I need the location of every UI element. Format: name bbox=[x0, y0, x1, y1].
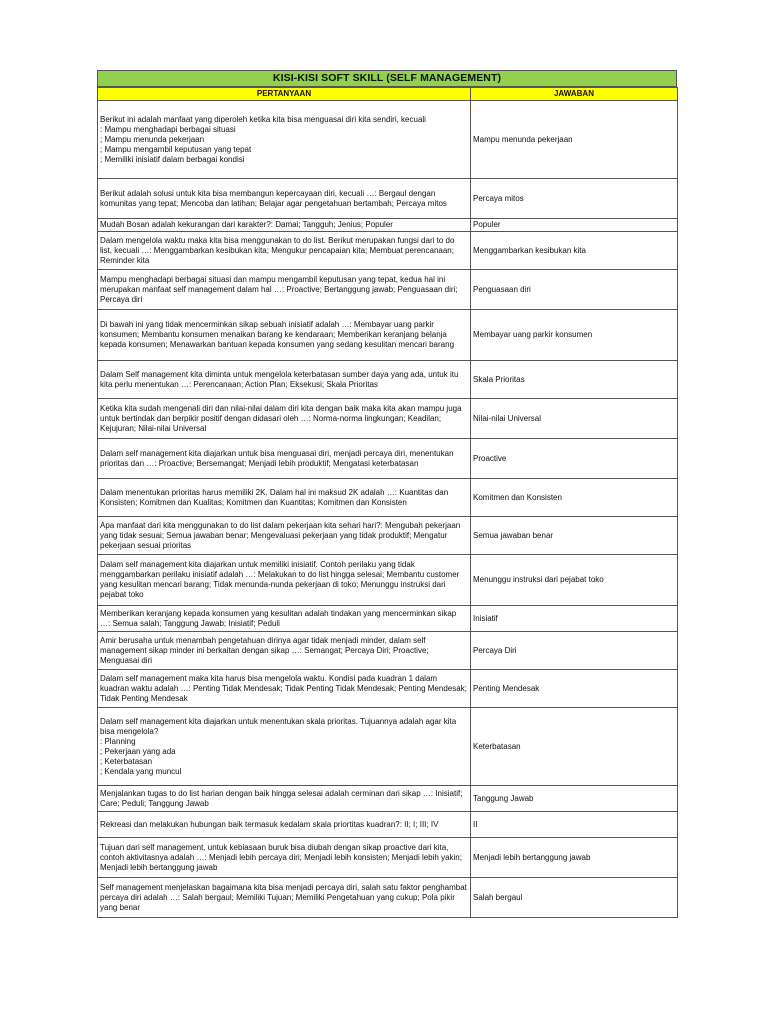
table-row bbox=[98, 878, 678, 918]
table-row bbox=[98, 101, 678, 179]
table-row bbox=[98, 439, 678, 479]
answer-cell: Tanggung Jawab bbox=[471, 786, 678, 812]
answer-cell: Populer bbox=[471, 219, 678, 232]
answer-cell: Komitmen dan Konsisten bbox=[471, 479, 678, 517]
question-cell: Berikut adalah solusi untuk kita bisa membangun kepercayaan diri, kecuali …: Bergaul dengan komunitas yang tepat; Mencoba dan latihan; Belajar agar pengetahuan bertambah; Percaya mitos bbox=[98, 179, 471, 219]
question-cell: Ketika kita sudah mengenali diri dan nilai-nilai dalam diri kita dengan baik maka kita akan mampu juga untuk bertindak dan berpikir positif dengan didasari oleh …: Norma-norma lingkungan; Keadilan; Kejujuran; Nilai-nilai Universal bbox=[98, 399, 471, 439]
question-cell: Self management menjelaskan bagaimana kita bisa menjadi percaya diri, salah satu faktor penghambat percaya diri adalah …: Salah bergaul; Memiliki Tujuan; Memiliki Pengetahuan yang cukup; Pola pikir yang benar bbox=[98, 878, 471, 918]
table-row bbox=[98, 399, 678, 439]
question-cell: Dalam Self management kita diminta untuk mengelola keterbatasan sumber daya yang ada, untuk itu kita perlu menentukan …: Perencanaan; Action Plan; Eksekusi; Skala Prioritas bbox=[98, 361, 471, 399]
question-cell: Mudah Bosan adalah kekurangan dari karakter?: Damai; Tangguh; Jenius; Populer bbox=[98, 219, 471, 232]
question-cell: Tujuan dari self management, untuk kebiasaan buruk bisa diubah dengan sikap proactive dari kita, contoh aktivitasnya adalah …: Menjadi lebih percaya diri; Menjadi lebih konsisten; Menjadi lebih yakin; Menjadi lebih bertanggung jawab bbox=[98, 838, 471, 878]
table-row bbox=[98, 270, 678, 310]
question-cell: Apa manfaat dari kita menggunakan to do list dalam pekerjaan kita sehari hari?: Mengubah pekerjaan yang tidak sesuai; Semua jawaban benar; Mengevaluasi pekerjaan yang tidak produktif; Mengatur pekerjaan sesuai prioritas bbox=[98, 517, 471, 555]
question-table bbox=[97, 87, 678, 918]
answer-cell: Percaya mitos bbox=[471, 179, 678, 219]
header-answer: JAWABAN bbox=[471, 88, 678, 101]
header-row bbox=[98, 88, 678, 101]
question-cell: Dalam menentukan prioritas harus memiliki 2K. Dalam hal ini maksud 2K adalah …: Kuantitas dan Konsisten; Komitmen dan Kualitas; Komitmen dan Kuantitas; Komitmen dan Konsisten bbox=[98, 479, 471, 517]
table-row bbox=[98, 708, 678, 786]
answer-cell: Menunggu instruksi dari pejabat toko bbox=[471, 555, 678, 606]
table-row bbox=[98, 517, 678, 555]
answer-cell: Proactive bbox=[471, 439, 678, 479]
answer-cell: Nilai-nilai Universal bbox=[471, 399, 678, 439]
answer-cell: Penting Mendesak bbox=[471, 670, 678, 708]
answer-cell: Skala Prioritas bbox=[471, 361, 678, 399]
answer-cell: Percaya Diri bbox=[471, 632, 678, 670]
question-cell: Dalam self management maka kita harus bisa mengelola waktu. Kondisi pada kuadran 1 dalam kuadran waktu adalah …: Penting Tidak Mendesak; Tidak Penting Tidak Mendesak; Penting Mendesak; Tidak Penting Mendesak bbox=[98, 670, 471, 708]
answer-cell: II bbox=[471, 812, 678, 838]
table-row bbox=[98, 670, 678, 708]
question-cell: Memberikan keranjang kepada konsumen yang kesulitan adalah tindakan yang mencerminkan sikap …: Semua salah; Tanggung Jawab; Inisiatif; Peduli bbox=[98, 606, 471, 632]
table-row bbox=[98, 838, 678, 878]
table-row bbox=[98, 310, 678, 361]
question-cell: Menjalankan tugas to do list harian dengan baik hingga selesai adalah cerminan dari sikap …: Inisiatif; Care; Peduli; Tanggung Jawab bbox=[98, 786, 471, 812]
table-row bbox=[98, 786, 678, 812]
table-row bbox=[98, 632, 678, 670]
table-row bbox=[98, 179, 678, 219]
table-row bbox=[98, 606, 678, 632]
question-cell: Rekreasi dan melakukan hubungan baik termasuk kedalam skala priortitas kuadran?: II; I; III; IV bbox=[98, 812, 471, 838]
question-cell: Dalam self management kita diajarkan untuk memiliki inisiatif. Contoh perilaku yang tidak menggambarkan perilaku inisiatif adalah …: Melakukan to do list hingga selesai; Membantu customer yang kesulitan mencari barang; Tidak menunda-nunda pekerjaan di toko; Menunggu instruksi dari pejabat toko bbox=[98, 555, 471, 606]
table-body bbox=[98, 101, 678, 918]
table-row bbox=[98, 812, 678, 838]
answer-cell: Penguasaan diri bbox=[471, 270, 678, 310]
answer-cell: Semua jawaban benar bbox=[471, 517, 678, 555]
answer-cell: Inisiatif bbox=[471, 606, 678, 632]
header-question: PERTANYAAN bbox=[98, 88, 471, 101]
table-row bbox=[98, 232, 678, 270]
table-row bbox=[98, 555, 678, 606]
question-cell: Mampu menghadapi berbagai situasi dan mampu mengambil keputusan yang tepat, kedua hal ini merupakan manfaat self management dalam hal …: Proactive; Bertanggung jawab; Penguasaan diri; Percaya diri bbox=[98, 270, 471, 310]
answer-cell: Menjadi lebih bertanggung jawab bbox=[471, 838, 678, 878]
answer-cell: Menggambarkan kesibukan kita bbox=[471, 232, 678, 270]
question-cell: Dalam mengelola waktu maka kita bisa menggunakan to do list. Berikut merupakan fungsi dari to do list, kecuali …: Menggambarkan kesibukan kita; Mengukur pencapaian kita; Membuat perencanaan; Reminder kita bbox=[98, 232, 471, 270]
sheet-title: KISI-KISI SOFT SKILL (SELF MANAGEMENT) bbox=[97, 70, 677, 87]
answer-cell: Mampu menunda pekerjaan bbox=[471, 101, 678, 179]
table-row bbox=[98, 361, 678, 399]
question-cell: Amir berusaha untuk menambah pengetahuan dirinya agar tidak menjadi minder, dalam self management sikap minder ini berkaitan dengan sikap …: Semangat; Percaya Diri; Proactive; Menguasai diri bbox=[98, 632, 471, 670]
answer-cell: Keterbatasan bbox=[471, 708, 678, 786]
question-cell: Berikut ini adalah manfaat yang diperoleh ketika kita bisa menguasai diri kita sendiri, kecuali : Mampu menghadapi berbagai situasi ; Mampu menunda pekerjaan ; Mampu mengambil keputusan yang tepat ; Memiliki inisiatif dalam berbagai kondisi bbox=[98, 101, 471, 179]
table-row bbox=[98, 219, 678, 232]
question-cell: Dalam self management kita diajarkan untuk bisa menguasai diri, menjadi percaya diri, menentukan prioritas dan …: Proactive; Bersemangat; Menjadi lebih produktif; Mengatasi keterbatasan bbox=[98, 439, 471, 479]
answer-cell: Membayar uang parkir konsumen bbox=[471, 310, 678, 361]
question-cell: Di bawah ini yang tidak mencerminkan sikap sebuah inisiatif adalah …: Membayar uang parkir konsumen; Membantu konsumen menaikan barang ke kendaraan; Memberikan keranjang belanja kepada konsumen; Menawarkan bantuan kepada konsumen yang sedang kesulitan mencari barang bbox=[98, 310, 471, 361]
spreadsheet bbox=[97, 70, 677, 918]
answer-cell: Salah bergaul bbox=[471, 878, 678, 918]
table-row bbox=[98, 479, 678, 517]
question-cell: Dalam self management kita diajarkan untuk menentukan skala prioritas. Tujuannya adalah agar kita bisa mengelola? : Planning ; Pekerjaan yang ada ; Keterbatasan ; Kendala yang muncul bbox=[98, 708, 471, 786]
